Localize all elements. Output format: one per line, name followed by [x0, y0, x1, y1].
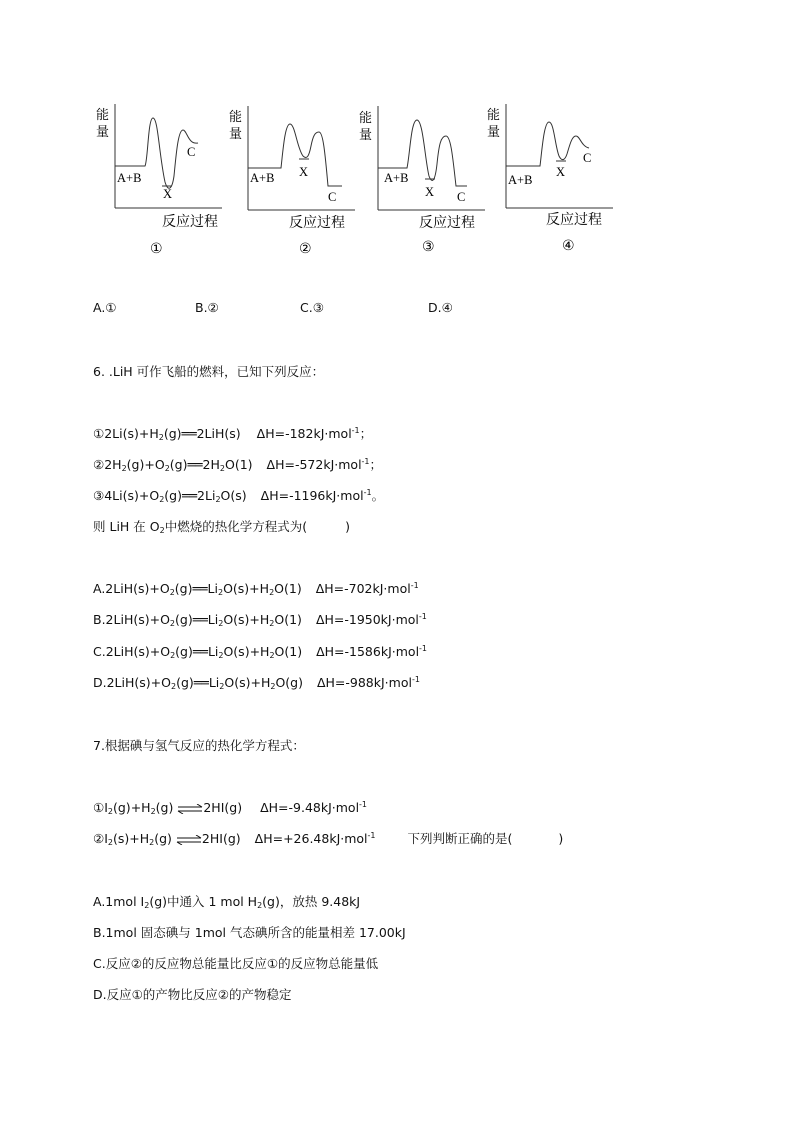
punct: 。	[371, 488, 385, 503]
text: (g)	[154, 831, 172, 846]
punct: ；	[359, 426, 373, 441]
text: (g)，放热 9.48kJ	[262, 894, 361, 909]
q7-option-c[interactable]: C.反应②的反应物总能量比反应①的反应物总能量低	[93, 956, 379, 971]
text: O(g)	[275, 675, 303, 690]
text: (s)+H	[113, 831, 150, 846]
q5-option-a[interactable]: A.①	[93, 300, 117, 315]
circle-number: ③	[93, 488, 105, 503]
text: (g)	[176, 675, 194, 690]
subscript: 2	[269, 619, 275, 628]
energy-diagram-4	[483, 100, 623, 260]
text: )	[558, 831, 564, 846]
label-end: C	[328, 190, 337, 204]
superscript: -1	[351, 426, 360, 435]
subscript: 2	[107, 838, 113, 847]
subscript: 2	[218, 619, 224, 628]
enthalpy: ΔH=-1950kJ·mol	[315, 612, 419, 627]
subscript: 2	[149, 838, 155, 847]
text: (g)+H	[113, 800, 151, 815]
circle-number: ②	[93, 831, 105, 846]
energy-diagram-1	[92, 100, 232, 260]
label-start: A+B	[117, 171, 142, 185]
label-start: A+B	[250, 171, 275, 185]
label-end: C	[187, 145, 196, 159]
text: D.2LiH(s)+O	[93, 675, 171, 690]
diagram-ylabel-bottom: 量	[96, 125, 110, 140]
q7-option-d[interactable]: D.反应①的产物比反应②的产物稳定	[93, 987, 292, 1002]
diagram-number: ④	[562, 238, 575, 254]
subscript: 2	[159, 495, 165, 504]
text: (g)	[175, 644, 193, 659]
text: (g)	[155, 800, 174, 815]
text: Li	[207, 644, 219, 659]
subscript: 2	[150, 807, 156, 816]
text: 2H	[104, 457, 122, 472]
subscript: 2	[121, 464, 127, 473]
subscript: 2	[269, 588, 275, 597]
text: (g)	[174, 581, 193, 596]
label-end: C	[583, 151, 592, 165]
circle-number: ①	[93, 800, 105, 815]
label-start: A+B	[384, 171, 409, 185]
q7-reaction-1	[93, 800, 367, 816]
enthalpy: ΔH=-572kJ·mol	[266, 457, 362, 472]
circle-number: ①	[93, 426, 105, 441]
q6-reaction-1	[93, 426, 372, 442]
diagram-xlabel: 反应过程	[289, 215, 345, 231]
text: 则 LiH 在 O	[93, 519, 160, 534]
q6-question	[93, 519, 350, 535]
text: O(s)+H	[224, 675, 271, 690]
diagram-xlabel: 反应过程	[419, 215, 475, 231]
products: 2HI(g)	[201, 831, 241, 846]
diagram-ylabel-top: 能	[487, 108, 501, 123]
q7-reaction-2	[93, 831, 563, 847]
equals-sign: ══	[187, 457, 203, 472]
question-text: 下列判断正确的是(	[407, 831, 513, 846]
text: (g)	[175, 612, 193, 627]
label-mid: X	[556, 165, 566, 179]
diagram-ylabel-bottom: 量	[487, 125, 501, 140]
text: O(s)+H	[223, 612, 270, 627]
subscript: 2	[107, 807, 113, 816]
q6-reaction-2	[93, 457, 382, 473]
text: C.2LiH(s)+O	[93, 644, 171, 659]
text: (g)	[169, 457, 188, 472]
q6-option-a[interactable]	[93, 581, 419, 597]
q5-option-c[interactable]: C.③	[300, 300, 324, 315]
enthalpy: ΔH=+26.48kJ·mol	[254, 831, 368, 846]
q6-reaction-3	[93, 488, 384, 504]
superscript: -1	[419, 644, 428, 653]
subscript: 2	[257, 901, 263, 910]
diagram-ylabel-bottom: 量	[359, 128, 373, 143]
energy-curve	[506, 122, 592, 166]
diagram-ylabel-top: 能	[96, 108, 110, 123]
enthalpy: ΔH=-702kJ·mol	[315, 581, 411, 596]
superscript: -1	[363, 488, 372, 497]
enthalpy: ΔH=-1586kJ·mol	[316, 644, 420, 659]
subscript: 2	[269, 651, 275, 660]
q5-option-d[interactable]: D.④	[428, 300, 453, 315]
diagram-xlabel: 反应过程	[162, 214, 218, 230]
subscript: 2	[218, 651, 224, 660]
subscript: 2	[219, 464, 225, 473]
text: (g)	[164, 488, 182, 503]
diagram-ylabel-top: 能	[229, 110, 243, 125]
q7-option-b[interactable]: B.1mol 固态碘与 1mol 气态碘所含的能量相差 17.00kJ	[93, 925, 406, 940]
subscript: 2	[219, 682, 225, 691]
subscript: 2	[170, 682, 177, 691]
label-mid: X	[163, 187, 173, 201]
q6-option-d[interactable]	[93, 675, 420, 691]
text: O(s)	[220, 488, 247, 503]
equilibrium-arrow-icon	[176, 835, 202, 845]
superscript: -1	[410, 581, 419, 590]
state: (g)	[163, 426, 182, 441]
energy-diagram-3	[355, 100, 495, 260]
subscript: 2	[164, 464, 170, 473]
subscript: 2	[217, 588, 224, 597]
equals-sign: ══	[181, 426, 197, 441]
energy-diagram-2	[225, 100, 365, 260]
label-start: A+B	[508, 173, 533, 187]
text: O(1)	[274, 644, 303, 659]
text: A.1mol I	[93, 894, 145, 909]
diagram-number: ③	[422, 239, 435, 255]
superscript: -1	[418, 612, 427, 621]
equilibrium-arrow-icon	[177, 804, 203, 814]
text: O(1)	[274, 612, 302, 627]
circle-number: ②	[93, 457, 105, 472]
text: 2H	[202, 457, 220, 472]
q6-stem: 6. .LiH 可作飞船的燃料，已知下列反应：	[93, 364, 325, 379]
subscript: 2	[170, 651, 176, 660]
q7-option-a[interactable]	[93, 894, 360, 910]
text: I	[104, 831, 108, 846]
label-mid: X	[425, 185, 435, 199]
q5-option-b[interactable]: B.②	[195, 300, 219, 315]
text: I	[104, 800, 108, 815]
equals-sign: ══	[192, 581, 208, 596]
products: 2HI(g)	[203, 800, 243, 815]
superscript: -1	[361, 457, 370, 466]
products: 2LiH(s)	[196, 426, 241, 441]
enthalpy: ΔH=-988kJ·mol	[316, 675, 412, 690]
text: Li	[207, 612, 219, 627]
subscript: 2	[159, 526, 165, 535]
enthalpy: ΔH=-182kJ·mol	[256, 426, 352, 441]
diagram-number: ②	[299, 241, 312, 257]
subscript: 2	[158, 433, 164, 442]
diagram-ylabel-top: 能	[359, 111, 373, 126]
subscript: 2	[215, 495, 221, 504]
text: Li	[208, 675, 220, 690]
reactants: 2Li(s)+H	[104, 426, 159, 441]
q7-stem: 7.根据碘与氢气反应的热化学方程式：	[93, 738, 305, 753]
equals-sign: ══	[193, 675, 209, 690]
equals-sign: ══	[181, 488, 198, 503]
label-mid: X	[299, 165, 309, 179]
text: Li	[207, 581, 218, 596]
diagram-ylabel-bottom: 量	[229, 127, 243, 142]
enthalpy: ΔH=-9.48kJ·mol	[260, 800, 360, 815]
text: (g)+O	[126, 457, 165, 472]
q6-option-c[interactable]	[93, 644, 427, 660]
subscript: 2	[169, 588, 175, 597]
subscript: 2	[270, 682, 276, 691]
diagram-xlabel: 反应过程	[546, 212, 602, 228]
superscript: -1	[359, 800, 368, 809]
text: )	[345, 519, 350, 534]
subscript: 2	[169, 619, 176, 628]
superscript: -1	[411, 675, 420, 684]
text: (g)中通入 1 mol H	[149, 894, 258, 909]
enthalpy: ΔH=-1196kJ·mol	[260, 488, 364, 503]
text: 4Li(s)+O	[104, 488, 160, 503]
diagram-number: ①	[150, 241, 163, 257]
punct: ；	[369, 457, 383, 472]
superscript: -1	[367, 831, 376, 840]
text: A.2LiH(s)+O	[93, 581, 170, 596]
equals-sign: ══	[192, 644, 208, 659]
text: O(s)+H	[223, 581, 270, 596]
equals-sign: ══	[192, 612, 208, 627]
text: O(1)	[225, 457, 253, 472]
text: O(1)	[274, 581, 302, 596]
q6-option-b[interactable]	[93, 612, 427, 628]
text: 2Li	[197, 488, 216, 503]
text: B.2LiH(s)+O	[93, 612, 170, 627]
label-end: C	[457, 190, 466, 204]
text: 中燃烧的热化学方程式为(	[164, 519, 308, 534]
subscript: 2	[144, 901, 150, 910]
text: O(s)+H	[223, 644, 270, 659]
